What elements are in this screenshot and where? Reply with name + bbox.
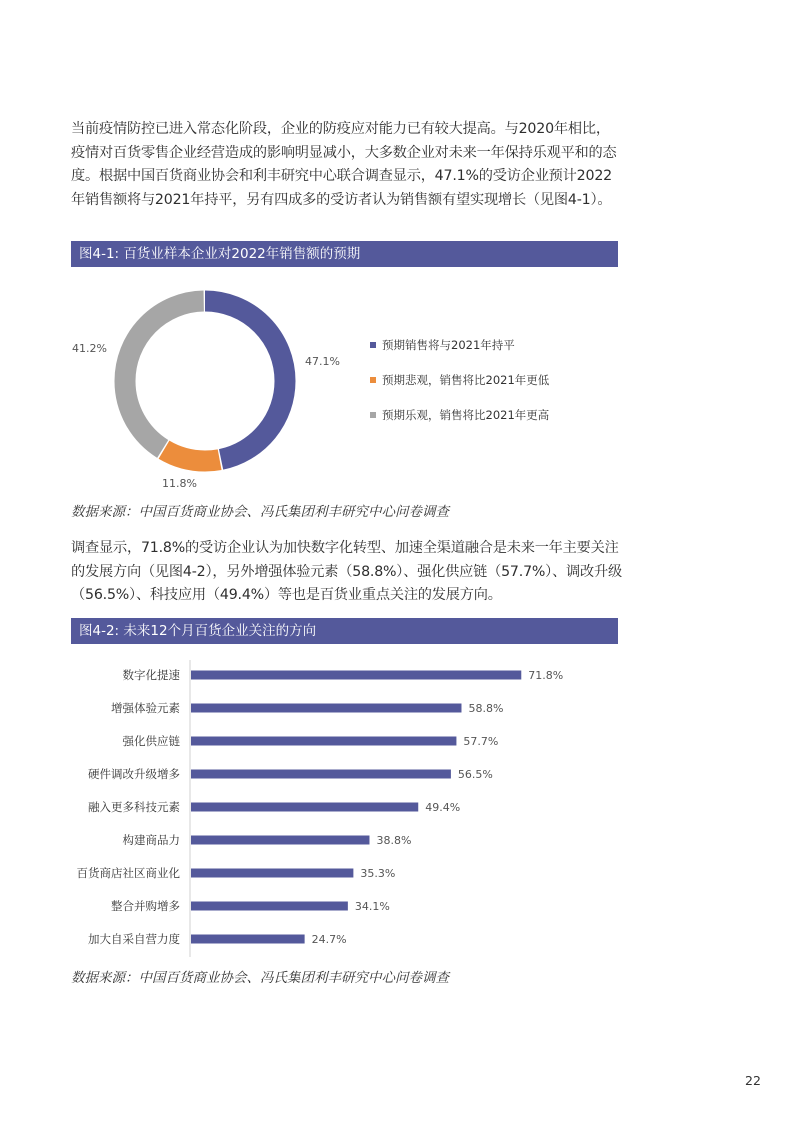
legend-item-pessimistic (370, 372, 549, 407)
bar (191, 671, 521, 680)
legend-label-flat: 预期销售将与2021年持平 (382, 338, 515, 352)
bar (191, 737, 456, 746)
bar-value-label: 34.1% (354, 900, 390, 913)
donut-label-flat: 47.1% (305, 355, 340, 368)
bar-category-label: 加大自采自营力度 (88, 932, 180, 946)
legend-item-optimistic (370, 407, 549, 442)
bar-value-label: 35.3% (360, 867, 396, 880)
bar (191, 902, 348, 911)
bar-value-label: 38.8% (376, 834, 412, 847)
bar-category-label: 构建商品力 (122, 833, 180, 847)
intro-paragraph: 当前疫情防控已进入常态化阶段，企业的防疫应对能力已有较大提高。与2020年相比，疫情对百货零售企业经营造成的影响明显减小，大多数企业对未来一年保持乐观平和的态度。根据中国百货商业协会和利丰研究中心联合调查显示，47.1%的受访企业预计2022年销售额将与2021年持平，另有四成多的受访者认为销售额有望实现增长（见图4-1）。 (71, 121, 617, 208)
bar-value-label: 49.4% (425, 801, 461, 814)
bar (191, 704, 461, 713)
bar-category-label: 百货商店社区商业化 (76, 866, 180, 880)
bar-category-label: 数字化提速 (122, 668, 180, 682)
legend-swatch-flat (370, 342, 376, 348)
bar-category-label: 增强体验元素 (111, 701, 180, 715)
figure-4-1-source: 数据来源：中国百货商业协会、冯氏集团利丰研究中心问卷调查 (71, 504, 449, 520)
page-number: 22 (745, 1073, 761, 1088)
legend-label-pessimistic: 预期悲观，销售将比2021年更低 (382, 373, 550, 387)
bar (191, 803, 418, 812)
legend-item-flat (370, 337, 549, 372)
bar-category-label: 强化供应链 (122, 734, 180, 748)
legend-swatch-optimistic (370, 412, 376, 418)
bar-value-label: 71.8% (528, 669, 564, 682)
bar-chart (60, 660, 620, 960)
bar-value-label: 56.5% (457, 768, 493, 781)
figure-4-2-title: 图4-2: 未来12个月百货企业关注的方向 (71, 618, 618, 644)
bar (191, 935, 305, 944)
donut-label-pessimistic: 11.8% (162, 477, 197, 490)
bar-category-label: 整合并购增多 (111, 899, 180, 913)
bar (191, 869, 353, 878)
bar-value-label: 24.7% (311, 933, 347, 946)
survey-paragraph: 调查显示，71.8%的受访企业认为加快数字化转型、加速全渠道融合是未来一年主要关注的发展方向（见图4-2），另外增强体验元素（58.8%）、强化供应链（57.7%）、调改升级（56.5%）、科技应用（49.4%）等也是百货业重点关注的发展方向。 (71, 540, 623, 603)
bar-category-label: 融入更多科技元素 (88, 800, 180, 814)
legend-label-optimistic: 预期乐观，销售将比2021年更高 (382, 408, 550, 422)
legend-swatch-pessimistic (370, 377, 376, 383)
bar-value-label: 58.8% (468, 702, 504, 715)
donut-label-optimistic: 41.2% (72, 342, 107, 355)
figure-4-2-source: 数据来源：中国百货商业协会、冯氏集团利丰研究中心问卷调查 (71, 970, 449, 986)
bar (191, 770, 451, 779)
figure-4-1-title: 图4-1: 百货业样本企业对2022年销售额的预期 (71, 241, 618, 267)
bar-value-label: 57.7% (463, 735, 499, 748)
donut-chart (110, 286, 300, 476)
bar (191, 836, 369, 845)
donut-legend (370, 337, 549, 442)
bar-category-label: 硬件调改升级增多 (88, 767, 180, 781)
